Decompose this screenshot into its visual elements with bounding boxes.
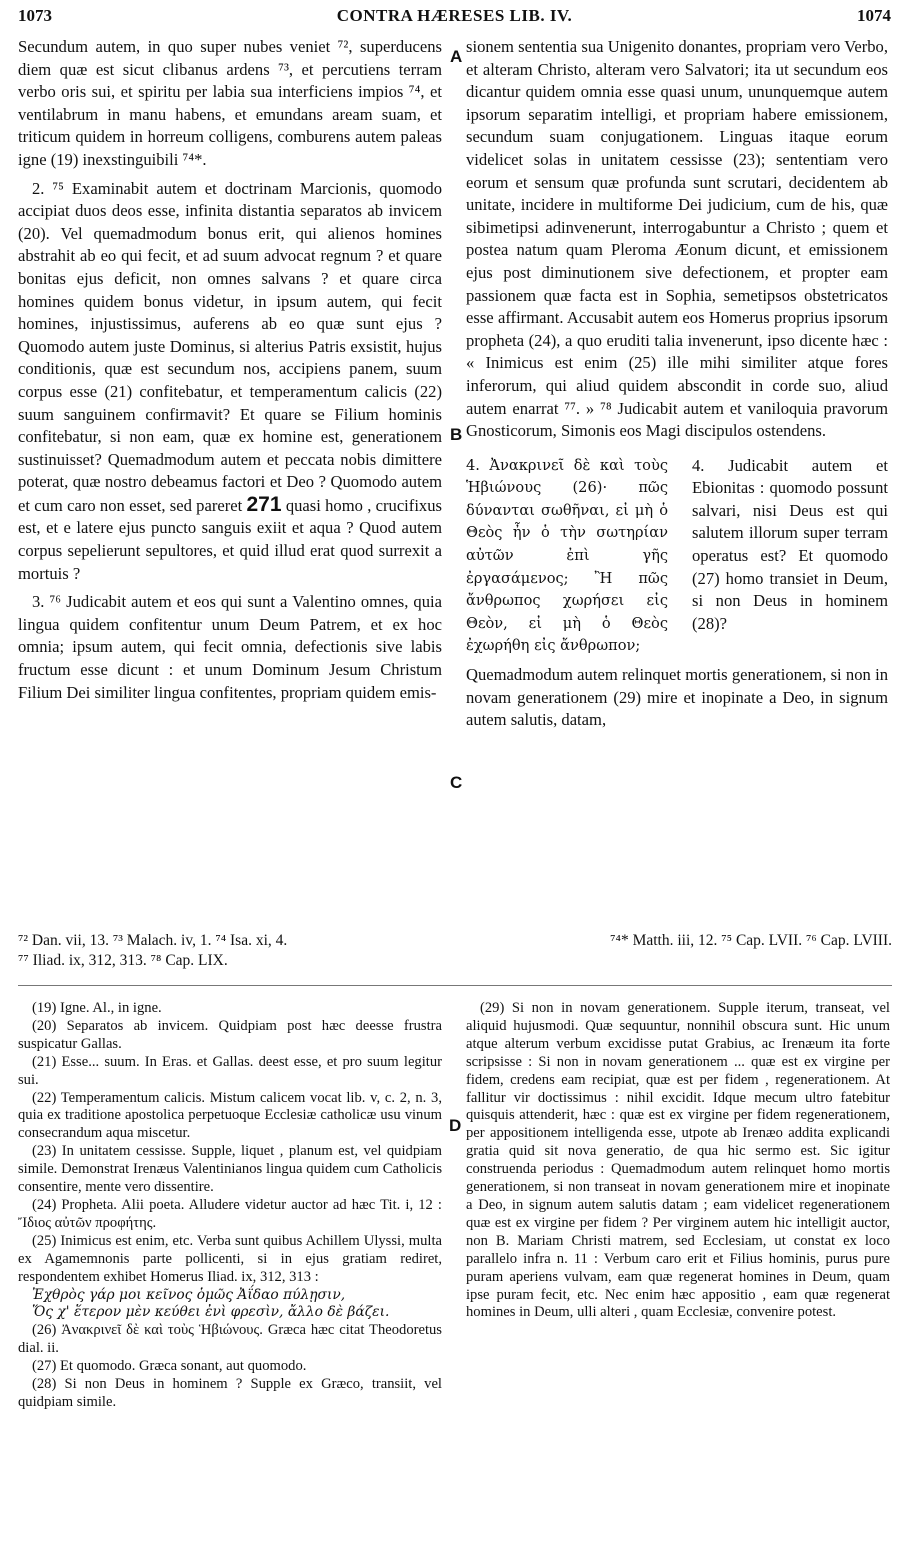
footnote: (20) Separatos ab invicem. Quidpiam post hæc deesse frustra suspicatur Gallas. bbox=[18, 1017, 442, 1052]
margin-marker-c: C bbox=[450, 773, 463, 792]
paragraph: sionem sententia sua Unigenito donantes, propriam vero Verbo, et alteram Christo, alteram vero Salvatori; ita ut secundum eos dicantur quidem omnia esse quasi unum, ununquemque autem ipsorum separatim intelligi, et propriam habere emissionem, secundum suam conjugationem. Linguas itaque eorum videlicet solas in unitatem cessisse (23); sententiam vero eorum et sensum quæ profunda sunt scrutari, decidentem ab unitate, incidere in multiforme Dei judicium, cum de his, quæ sibimetipsi adinvenerunt, interrogabuntur a Christo ; quem et postea natum quam Pleroma Æonum dicunt, et emissionem ejus post diminutionem sive defectionem, et propter eam passionem quæ facta est in Sophia, semetipsos obstetricatos esse affirmant. Accusabit autem eos Homerus proprius ipsorum propheta (24), a quo eruditi talia invenerunt, ipso dicente hæc : « Inimicus est enim (25) ille mihi similiter atque fores inferorum, qui aliud quidem abscondit in corde suo, aliud autem enarrat ⁷⁷. » ⁷⁸ Judicabit autem et vaniloquia pravorum Gnosticorum, Simonis eos Magi discipulos ostendens. bbox=[466, 37, 888, 441]
footnote: (28) Si non Deus in hominem ? Supple ex Græco, transiit, vel quidpiam simile. bbox=[18, 1376, 442, 1410]
footnote: (21) Esse... suum. In Eras. et Gallas. deest esse, et pro suum legitur sui. bbox=[18, 1053, 442, 1088]
reference-line: ⁷⁴* Matth. iii, 12. ⁷⁵ Cap. LVII. ⁷⁶ Cap. LVIII. bbox=[610, 932, 892, 949]
greek-paragraph: 4. Ἀνακρινεῖ δὲ καὶ τοὺς Ἡβιώνους (26)· πῶς δύνανται σωθῆναι, εἰ μὴ ὁ Θεὸς ἦν ὁ τὴν σωτηρίαν αὐτῶν ἐπὶ γῆς ἐργασάμενος; Ἢ πῶς ἄνθρωπος χωρήσει εἰς Θεὸν, εἰ μὴ ὁ Θεὸς ἐχωρήθη εἰς ἄνθρωπον; bbox=[466, 456, 668, 655]
reference-line: ⁷⁷ Iliad. ix, 312, 313. ⁷⁸ Cap. LIX. bbox=[18, 952, 228, 969]
left-page-number: 1073 bbox=[18, 6, 52, 25]
right-text-column bbox=[466, 36, 888, 732]
footnote: (25) Inimicus est enim, etc. Verba sunt quibus Achillem Ulyssi, multa ex Agamemnonis parte pollicenti, si in ejus gratiam rediret, respondentem exhibet Homerus Iliad. ix, 312, 313 : bbox=[18, 1232, 442, 1285]
greek-verse: Ἐχθρὸς γάρ μοι κεῖνος ὁμῶς Ἀΐδαο πύλῃσιν, bbox=[32, 1286, 346, 1303]
running-header bbox=[18, 6, 891, 32]
paragraph-text: quasi homo , crucifixus est, et e latere ejus puncto sanguis exiit et aqua ? Quod autem corpus sepelierunt sepultores, et quid illud erat quod surrexit a mortuis ? bbox=[18, 495, 442, 583]
paragraph bbox=[18, 178, 442, 586]
latin-paragraph: 4. Judicabit autem et Ebionitas : quomodo possunt salvari, nisi Deus est qui salutem illorum super terram operatus est? Et quomodo (27) homo transiet in Deum, si non Deus in hominem (28)? bbox=[692, 455, 888, 633]
footnotes-left bbox=[18, 1000, 442, 1412]
footnote: (19) Igne. Al., in igne. bbox=[32, 1000, 162, 1016]
footnote: (23) In unitatem cessisse. Supple, liquet , planum est, vel quidpiam simile. Demonstrat Irenæus Valentinianos lingua quidem cum Catholicis consentire, mente vero dissentire. bbox=[18, 1143, 442, 1196]
paragraph: Quemadmodum autem relinquet mortis generationem, si non in novam generationem (29) mire et inopinate a Deo, in signum autem salutis, datam, bbox=[466, 665, 888, 730]
paragraph-text: 2. ⁷⁵ Examinabit autem et doctrinam Marcionis, quomodo accipiat duos deos esse, infinita distantia separatos ab invicem (20). Vel quemadmodum bonus erit, qui alienos homines abstrahit ab eo qui fecit, et ad suum advocat regnum ? et quare bonitas ejus deficit, non omnes salvans ? et quare circa homines quidem bonus videtur, in ipsum autem, qui fecit homines, injustissimus, auferens ab eo quæ sunt ejus ? Quomodo autem juste Dominus, si alterius Patris exsistit, hujus conditionis, quæ est secundum nos, accipiens panem, suum corpus esse (21) confitebatur, et temperamentum calicis (22) suum sanguinem confirmavit? Et quare se Filium hominis confitebatur, si non eam, quæ ex homine est, generationem sustinuisset? Quemadmodum autem et peccata nobis dimittere poterat, quæ nostro debeamus factori et Deo ? Quomodo autem et cum caro non esset, sed pareret bbox=[18, 178, 442, 515]
footnote: (27) Et quomodo. Græca sonant, aut quomodo. bbox=[32, 1358, 307, 1375]
footnote: (26) Ἀνακρινεῖ δὲ καὶ τοὺς Ἡβιώνους. Græca hæc citat Theodoretus dial. ii. bbox=[18, 1322, 442, 1357]
footnote: (22) Temperamentum calicis. Mistum calicem vocat lib. v, c. 2, n. 3, quia ex traditione apostolica perpetuoque Ecclesiæ catholicæ usu vinum consecrandum aqua miscetur. bbox=[18, 1089, 442, 1142]
paragraph: 3. ⁷⁶ Judicabit autem et eos qui sunt a Valentino omnes, quia lingua quidem confitentur unum Deum Patrem, et ex hoc omnia; ipsum autem, qui fecit omnia, defectionis sive labis fructum esse dicunt : et unum Dominum Jesum Christum Filium Dei similiter lingua confitentes, propriam quidem emis- bbox=[18, 592, 442, 702]
right-page-number: 1074 bbox=[857, 6, 891, 25]
inline-page-number: 271 bbox=[246, 492, 282, 516]
paragraph: Secundum autem, in quo super nubes veniet ⁷², superducens diem quæ est sicut clibanus ardens ⁷³, et percutiens terram verbo oris sui, et spiritu per labia sua interficiens impios ⁷⁴, et ventilabrum in manu habens, et emundans aream suam, et triticum quidem in horreum colligens, comburens autem paleas igne (19) inexstinguibili ⁷⁴*. bbox=[18, 37, 442, 169]
margin-marker-a: A bbox=[450, 47, 463, 66]
margin-marker-b: B bbox=[450, 425, 463, 444]
margin-marker-d: D bbox=[449, 1116, 462, 1135]
scripture-references bbox=[18, 931, 892, 971]
greek-verse: Ὅς χ' ἕτερον μὲν κεύθει ἐνὶ φρεσὶν, ἄλλο δὲ βάζει. bbox=[32, 1304, 390, 1321]
footnote: (29) Si non in novam generationem. Supple iterum, transeat, vel aliquid hujusmodi. Quæ sequuntur, nonnihil obscura sunt. Hic unum atque alterum verbum excidisse putat Grabius, ac Irenæum ita forte scripsisse : Si non in novam generationem ... quæ est ex virgine per fidem, credens eam recipiat, quæ est per fidem , regenerationem. At fallitur vir doctissimus : nihil excidit. Idque mecum ultro fatebitur quisquis attenderit, hæc : quæ est ex virgine per fidem regenerationem, per appositionem intelligenda esse, utpote ab Irenæo addita explicandi gratia quid sit nova generatio, de qua hic sermo est. Sic igitur construenda periodus : Quemadmodum autem relinquet homo mortis generationem, si non transeat in novam generationem mire et inopinate a Deo, in signum autem salutis datam ; eam videlicet regenerationem quæ est ex virgine per fidem ? Per virginem autem hic intelligit auctor, non B. Mariam Christi matrem, sed Ecclesiam, ut constat ex loco parallelo infra n. 11 : Verbum caro erit et Filius hominis, purus pure puram aperiens vulvam, eam quæ regenerat homines in Deum, quam ipse puram fecit, etc. Nec enim hæc appositio , eam quæ regenerat homines in Deum, ulli alteri , quam Ecclesiæ, convenire potest. bbox=[466, 1000, 890, 1321]
footnote: (24) Propheta. Alii poeta. Alludere videtur auctor ad hæc Tit. i, 12 : Ἴδιος αὐτῶν προφήτης. bbox=[18, 1196, 442, 1231]
running-title: CONTRA HÆRESES LIB. IV. bbox=[336, 6, 573, 25]
left-text-column bbox=[18, 36, 442, 704]
reference-line: ⁷² Dan. vii, 13. ⁷³ Malach. iv, 1. ⁷⁴ Isa. xi, 4. bbox=[18, 932, 288, 949]
footnotes-right bbox=[466, 1000, 890, 1322]
parallel-text bbox=[466, 455, 888, 658]
footnote-divider bbox=[18, 985, 892, 986]
